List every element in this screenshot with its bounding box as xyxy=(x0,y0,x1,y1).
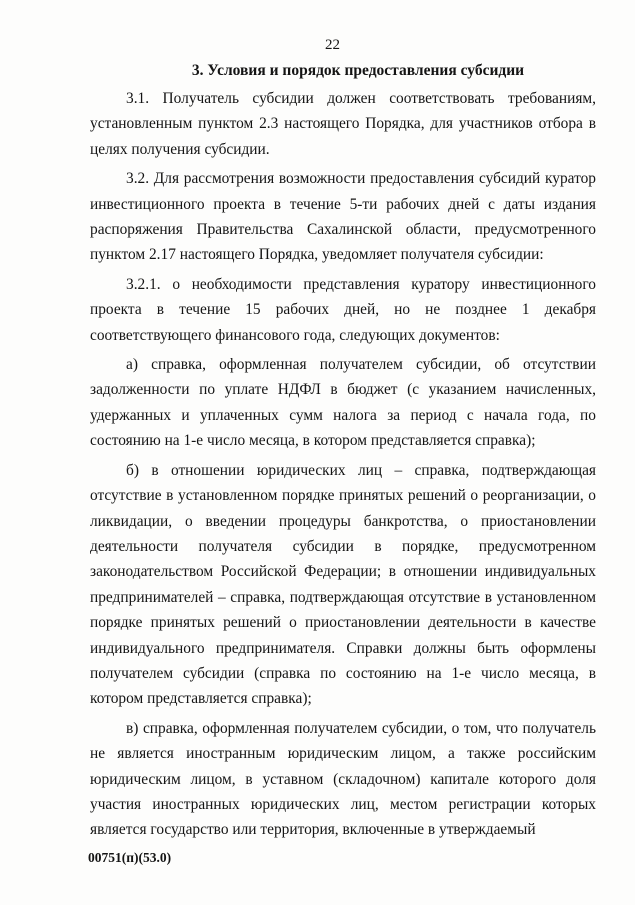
paragraph-3-2-1: 3.2.1. о необходимости представления куратору инвестиционного проекта в течение 15 рабочих дней, но не позднее 1 декабря соответствующего финансового года, следующих документов: xyxy=(90,275,596,344)
paragraph-item-v: в) справка, оформленная получателем субсидии, о том, что получатель не является иностранным юридическим лицом, а также российским юридическим лицом, в уставном (складочном) капитале которого доля участия иностранных юридических лиц, местом регистрации которых является государство или территория, включенные в утверждаемый xyxy=(90,719,596,839)
paragraph-3-1: 3.1. Получатель субсидии должен соответствовать требованиям, установленным пунктом 2.3 настоящего Порядка, для участников отбора в целях получения субсидии. xyxy=(90,90,596,158)
paragraph-item-b: б) в отношении юридических лиц – справка, подтверждающая отсутствие в установленном порядке принятых решений о реорганизации, о ликвидации, о введении процедуры банкротства, о приостановлении деятельности получателя субсидии в порядке, предусмотренном законодательством Российской Федерации; в отношении индивидуальных предпринимателей – справка, подтверждающая отсутствие в установленном порядке принятых решений о приостановлении деятельности в качестве индивидуального предпринимателя. Справки должны быть оформлены получателем субсидии (справка по состоянию на 1-е число месяца, в котором представляется справка); xyxy=(90,461,596,708)
document-code: 00751(п)(53.0) xyxy=(88,850,172,865)
paragraph-item-a: а) справка, оформленная получателем субсидии, об отсутствии задолженности по уплате НДФЛ в бюджет (с указанием начисленных, удержанных и уплаченных сумм налога за период с начала года, по состоянию на 1-е число месяца, в котором представляется справка); xyxy=(90,356,596,450)
page-number: 22 xyxy=(325,37,340,53)
section-heading: 3. Условия и порядок предоставления субсидии xyxy=(191,62,525,79)
paragraph-3-2: 3.2. Для рассмотрения возможности предоставления субсидий куратор инвестиционного проекта в течение 5-ти рабочих дней с даты издания распоряжения Правительства Сахалинской области, предусмотренного пунктом 2.17 настоящего Порядка, уведомляет получателя субсидии: xyxy=(90,170,596,264)
document-body xyxy=(90,86,596,843)
